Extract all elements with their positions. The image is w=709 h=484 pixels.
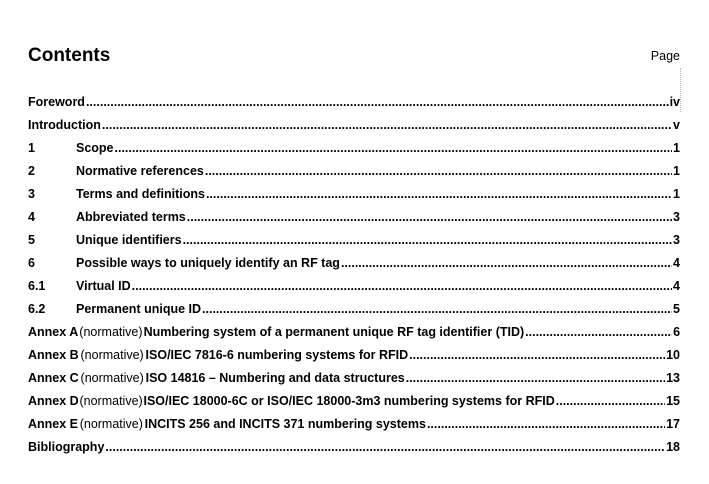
dot-leader: [202, 298, 672, 321]
annex-qualifier: (normative): [79, 417, 143, 431]
toc-entry-page: 3: [673, 210, 680, 224]
contents-header: [28, 44, 680, 68]
toc-entry-page: 1: [673, 141, 680, 155]
dot-leader: [556, 390, 665, 413]
toc-entry-bibliography[interactable]: [28, 436, 680, 459]
margin-dotted-line: [680, 68, 681, 112]
toc-entry-page: 6: [673, 325, 680, 339]
toc-entry-page: 5: [673, 302, 680, 316]
page-column-label: Page: [650, 49, 680, 63]
dot-leader: [187, 206, 672, 229]
toc-entry-number: 6: [28, 256, 35, 270]
toc-entry-title: INCITS 256 and INCITS 371 numbering systems: [144, 417, 426, 431]
toc-entry-abbreviated-terms[interactable]: [28, 206, 680, 229]
dot-leader: [409, 344, 665, 367]
contents-page: [28, 0, 680, 484]
annex-qualifier: (normative): [80, 348, 144, 362]
toc-entry-virtual-id[interactable]: [28, 275, 680, 298]
annex-prefix: Annex B: [28, 348, 79, 362]
toc-entry-number: 2: [28, 164, 35, 178]
dot-leader: [105, 436, 665, 459]
toc-entry-page: 10: [666, 348, 680, 362]
toc-entry-page: 13: [666, 371, 680, 385]
toc-entry-title: Foreword: [28, 95, 85, 109]
dot-leader: [406, 367, 665, 390]
dot-leader: [183, 229, 672, 252]
toc-entry-page: 1: [673, 164, 680, 178]
toc-entry-title: ISO/IEC 18000-6C or ISO/IEC 18000-3m3 numbering systems for RFID: [143, 394, 555, 408]
toc-entry-page: 15: [666, 394, 680, 408]
annex-prefix: Annex C: [28, 371, 79, 385]
toc-entry-title: Terms and definitions: [76, 187, 205, 201]
toc-entry-title: Numbering system of a permanent unique RF tag identifier (TID): [143, 325, 525, 339]
toc-entry-page: 18: [666, 440, 680, 454]
toc-entry-scope[interactable]: [28, 137, 680, 160]
dot-leader: [427, 413, 665, 436]
toc-entry-title: Normative references: [76, 164, 204, 178]
toc-entry-number: 6.2: [28, 302, 46, 316]
toc-entry-page: 17: [666, 417, 680, 431]
toc-entry-title: Abbreviated terms: [76, 210, 186, 224]
table-of-contents: [28, 91, 680, 459]
toc-entry-annex-d[interactable]: [28, 390, 680, 413]
dot-leader: [86, 91, 669, 114]
toc-entry-foreword[interactable]: [28, 91, 680, 114]
dot-leader: [206, 183, 672, 206]
page-title: Contents: [28, 45, 111, 66]
toc-entry-number: 6.1: [28, 279, 46, 293]
dot-leader: [205, 160, 672, 183]
toc-entry-page: iv: [669, 95, 680, 109]
toc-entry-annex-b[interactable]: [28, 344, 680, 367]
toc-entry-title: Permanent unique ID: [76, 302, 202, 316]
toc-entry-title: Introduction: [28, 118, 101, 132]
toc-entry-number: 3: [28, 187, 35, 201]
dot-leader: [115, 137, 673, 160]
toc-entry-possible-ways[interactable]: [28, 252, 680, 275]
toc-entry-title: Scope: [76, 141, 114, 155]
annex-prefix: Annex A: [28, 325, 79, 339]
dot-leader: [525, 321, 672, 344]
toc-entry-title: ISO 14816 – Numbering and data structures: [145, 371, 405, 385]
toc-entry-annex-e[interactable]: [28, 413, 680, 436]
toc-entry-terms-and-definitions[interactable]: [28, 183, 680, 206]
toc-entry-number: 4: [28, 210, 35, 224]
annex-qualifier: (normative): [80, 371, 144, 385]
toc-entry-page: 4: [673, 256, 680, 270]
toc-entry-unique-identifiers[interactable]: [28, 229, 680, 252]
dot-leader: [102, 114, 672, 137]
toc-entry-title: Virtual ID: [76, 279, 131, 293]
toc-entry-page: v: [673, 118, 680, 132]
toc-entry-annex-c[interactable]: [28, 367, 680, 390]
dot-leader: [341, 252, 672, 275]
toc-entry-permanent-unique-id[interactable]: [28, 298, 680, 321]
annex-prefix: Annex D: [28, 394, 79, 408]
toc-entry-annex-a[interactable]: [28, 321, 680, 344]
toc-entry-normative-references[interactable]: [28, 160, 680, 183]
annex-prefix: Annex E: [28, 417, 79, 431]
toc-entry-title: ISO/IEC 7816-6 numbering systems for RFID: [145, 348, 409, 362]
toc-entry-page: 3: [673, 233, 680, 247]
toc-entry-number: 1: [28, 141, 35, 155]
toc-entry-number: 5: [28, 233, 35, 247]
annex-qualifier: (normative): [79, 325, 143, 339]
toc-entry-page: 4: [673, 279, 680, 293]
toc-entry-title: Unique identifiers: [76, 233, 182, 247]
toc-entry-title: Possible ways to uniquely identify an RF tag: [76, 256, 340, 270]
toc-entry-page: 1: [673, 187, 680, 201]
dot-leader: [132, 275, 672, 298]
annex-qualifier: (normative): [79, 394, 143, 408]
toc-entry-title: Bibliography: [28, 440, 105, 454]
toc-entry-introduction[interactable]: [28, 114, 680, 137]
